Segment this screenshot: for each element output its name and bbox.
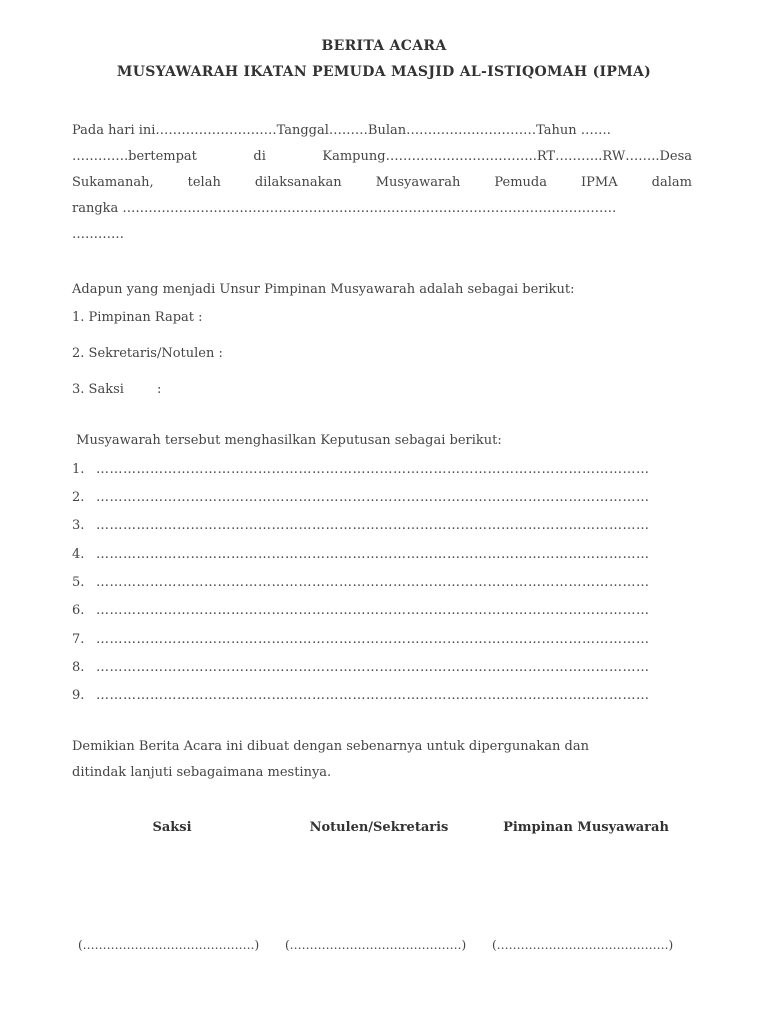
decision-number: 3. <box>72 518 85 533</box>
decision-blank: …………………………………………………………………………………………………………… <box>96 547 650 562</box>
decision-number: 6. <box>72 603 85 618</box>
decision-number: 1. <box>72 462 85 477</box>
leader-item-witness: 3. Saksi : <box>72 382 162 397</box>
decision-number: 8. <box>72 660 85 675</box>
signature-line-chair: (…………………………………….) <box>492 938 674 952</box>
intro-line-1 <box>72 118 692 144</box>
decision-item <box>72 462 690 477</box>
signature-line-witness: (…………………………………….) <box>78 938 260 952</box>
decision-item <box>72 688 690 703</box>
document-title: BERITA ACARA <box>321 38 447 54</box>
intro-line-3-word: Musyawarah <box>375 175 461 190</box>
intro-line-3-word: dilaksanakan <box>254 175 342 190</box>
decision-number: 2. <box>72 490 85 505</box>
closing-line-2: ditindak lanjuti sebagaimana mestinya. <box>72 765 332 780</box>
intro-line-3-word: IPMA <box>581 175 618 190</box>
decision-blank: …………………………………………………………………………………………………………… <box>96 462 650 477</box>
intro-line-2-word: ………….bertempat <box>72 149 197 164</box>
decision-number: 5. <box>72 575 85 590</box>
closing-line-1: Demikian Berita Acara ini dibuat dengan sebenarnya untuk dipergunakan dan <box>72 739 589 754</box>
leader-item-secretary: 2. Sekretaris/Notulen : <box>72 346 223 361</box>
decision-item <box>72 490 690 505</box>
intro-line-3-word: telah <box>187 175 221 190</box>
signature-label-witness: Saksi <box>152 820 192 835</box>
decision-item <box>72 518 690 533</box>
decision-number: 9. <box>72 688 85 703</box>
decision-blank: …………………………………………………………………………………………………………… <box>96 688 650 703</box>
decision-item <box>72 575 690 590</box>
decision-number: 4. <box>72 547 85 562</box>
intro-line-3-word: Pemuda <box>494 175 548 190</box>
intro-line-2-word: di <box>253 149 266 164</box>
intro-line-5 <box>72 222 692 248</box>
decision-item <box>72 547 690 562</box>
intro-line-2-word: Kampung……………………………..RT………..RW……..Desa <box>322 149 692 164</box>
decision-item <box>72 632 690 647</box>
intro-line-3-word: dalam <box>651 175 692 190</box>
intro-line-2 <box>72 144 692 170</box>
signature-label-chair: Pimpinan Musyawarah <box>503 820 669 835</box>
leader-item-chair: 1. Pimpinan Rapat : <box>72 310 203 325</box>
intro-line-4-text: rangka …………………………………………………………………………………………………… <box>72 201 617 216</box>
intro-line-4 <box>72 196 692 222</box>
intro-line-1-text: Pada hari ini……………………….Tanggal………Bulan…………………………Tahun ……. <box>72 123 611 138</box>
decision-item <box>72 603 690 618</box>
decision-item <box>72 660 690 675</box>
leaders-heading: Adapun yang menjadi Unsur Pimpinan Musyawarah adalah sebagai berikut: <box>72 282 575 297</box>
decision-blank: …………………………………………………………………………………………………………… <box>96 603 650 618</box>
intro-line-3 <box>72 170 692 196</box>
decision-blank: …………………………………………………………………………………………………………… <box>96 660 650 675</box>
signature-line-secretary: (…………………………………….) <box>285 938 467 952</box>
intro-paragraph <box>72 118 692 248</box>
signature-label-secretary: Notulen/Sekretaris <box>309 820 449 835</box>
decision-blank: …………………………………………………………………………………………………………… <box>96 632 650 647</box>
intro-line-3-word: Sukamanah, <box>72 175 154 190</box>
decision-number: 7. <box>72 632 85 647</box>
decisions-heading: Musyawarah tersebut menghasilkan Keputusan sebagai berikut: <box>72 433 502 448</box>
intro-line-5-text: ………… <box>72 227 124 242</box>
decision-blank: …………………………………………………………………………………………………………… <box>96 518 650 533</box>
document-subtitle: MUSYAWARAH IKATAN PEMUDA MASJID AL-ISTIQOMAH (IPMA) <box>116 64 652 80</box>
decision-blank: …………………………………………………………………………………………………………… <box>96 490 650 505</box>
decision-blank: …………………………………………………………………………………………………………… <box>96 575 650 590</box>
